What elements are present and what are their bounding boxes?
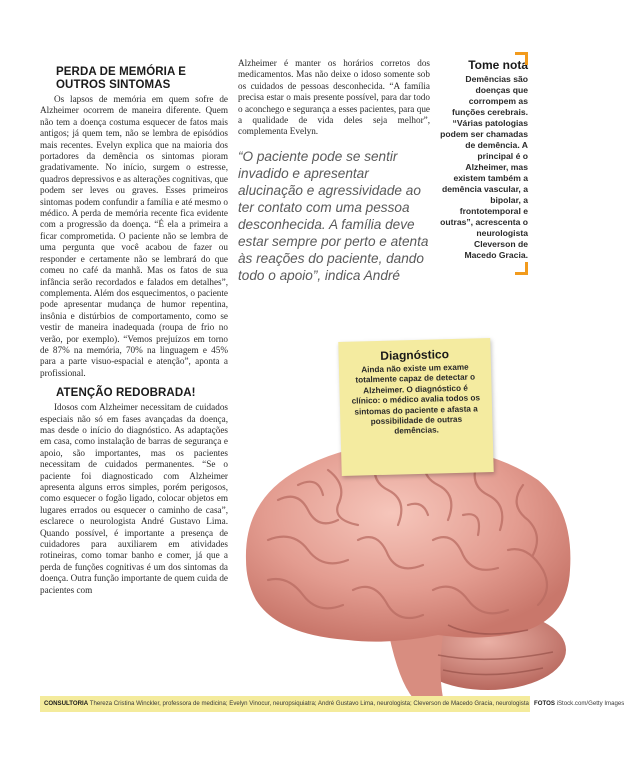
diagnostico-title: Diagnóstico [380,347,450,363]
tome-nota-title: Tome nota [468,58,528,72]
tome-nota-box [440,58,528,261]
credits-footer [40,696,624,712]
fotos-text: iStock.com/Getty Images [556,700,624,707]
fotos-label: FOTOS [534,700,555,707]
middle-column [238,58,430,284]
section-body-memory: Os lapsos de memória em quem sofre de Alzheimer ocorrem de maneira diferente. Quem não tem a doença costuma esquecer de fatos mais antigos; já quem tem, não se lembra de episódios mais recentes. Evelyn explica que na maioria dos portadores da demência os sintomas pioram gradativamente. No início, surgem o estresse, quadros depressivos e as alterações cognitivas, que podem ser leves ou graves. Esses primeiros sintomas podem confundir a família e até mesmo o médico. A perda de memória recente fica evidente com a progressão da doença. “É ela a primeira a ficar comprometida. O paciente não se lembra de uma pergunta que você acabou de fazer ou responder e certamente não se lembrará do que comeu no café da manhã. Mas os fatos de sua infância serão recordados e falados em detalhes”, complementa. Além dos esquecimentos, o paciente pode apresentar mudança de humor repentina, insônia e distúrbios de comportamento, como se vestir de maneira inadequada (roupa de frio no verão, por exemplo). “Vemos prejuízos em torno de 87% na memória, 70% na linguagem e 45% para a parte visuo-espacial e atenção”, aponta a profissional. [40,94,228,378]
continuation-text: Alzheimer é manter os horários corretos dos medicamentos. Mas não deixe o idoso somente sob os cuidados de pessoas desconhecida. “A família precisa estar o mais presente possível, para dar todo o aconchego e segurança a esses pacientes, para que a qualidade de vida deles seja melhor”, complementa Evelyn. [238,58,430,137]
section-heading-attention: ATENÇÃO REDOBRADA! [56,387,196,400]
consultoria-label: CONSULTORIA [44,700,89,707]
consultoria-text: Thereza Cristina Winckler, professora de medicina; Evelyn Vinocur, neuropsiquiatra; André Gustavo Lima, neurologista; Cleverson de Macedo Gracia, neurologista [89,700,529,707]
pull-quote: “O paciente pode se sentir invadido e apresentar alucinação e agressividade ao ter contato com uma pessoa desconhecida. A família deve estar sempre por perto e atenta às reações do paciente, dando todo o apoio”, indica André [238,148,429,283]
bracket-bottom-right-icon [515,262,528,275]
section-body-attention: Idosos com Alzheimer necessitam de cuidados especiais não só em fases avançadas da doença, mas desde o início do diagnóstico. As adaptações em casa, como instalação de barras de segurança e apoio, são importantes, mas os pacientes necessitam de cuidados permanentes. “Se o paciente foi diagnosticado com Alzheimer apresenta alguns erros simples, porém perigosos, como esquecer o fogão ligado, colocar objetos em lugares errados ou esquecer o caminho de casa”, esclarece o neurologista André Gustavo Lima. Quando possível, é importante a presença de cuidadores para auxiliarem em atividades rotineiras, como tomar banho e comer, já que a perda de funções cognitivas é um dos sintomas da doença. Outra função importante de quem cuida de pacientes com [40,402,228,595]
diagnostico-text: Ainda não existe um exame totalmente capaz de detectar o Alzheimer. O diagnóstico é clínico: o médico avalia todos os sintomas do paciente e afasta a possibilidade de outras demências. [351,362,481,437]
bracket-top-right-icon [515,52,528,65]
section-heading-memory: PERDA DE MEMÓRIA E OUTROS SINTOMAS [56,66,187,91]
diagnostico-note [338,338,493,476]
left-column [40,66,228,596]
tome-nota-text: Demências são doenças que corrompem as funções cerebrais. “Várias patologias podem ser chamadas de demência. A principal é o Alzheimer, mas existem também a demência vascular, a bipolar, a frontotemporal e outras”, acrescenta o neurologista Cleverson de Macedo Gracia. [440,74,528,260]
